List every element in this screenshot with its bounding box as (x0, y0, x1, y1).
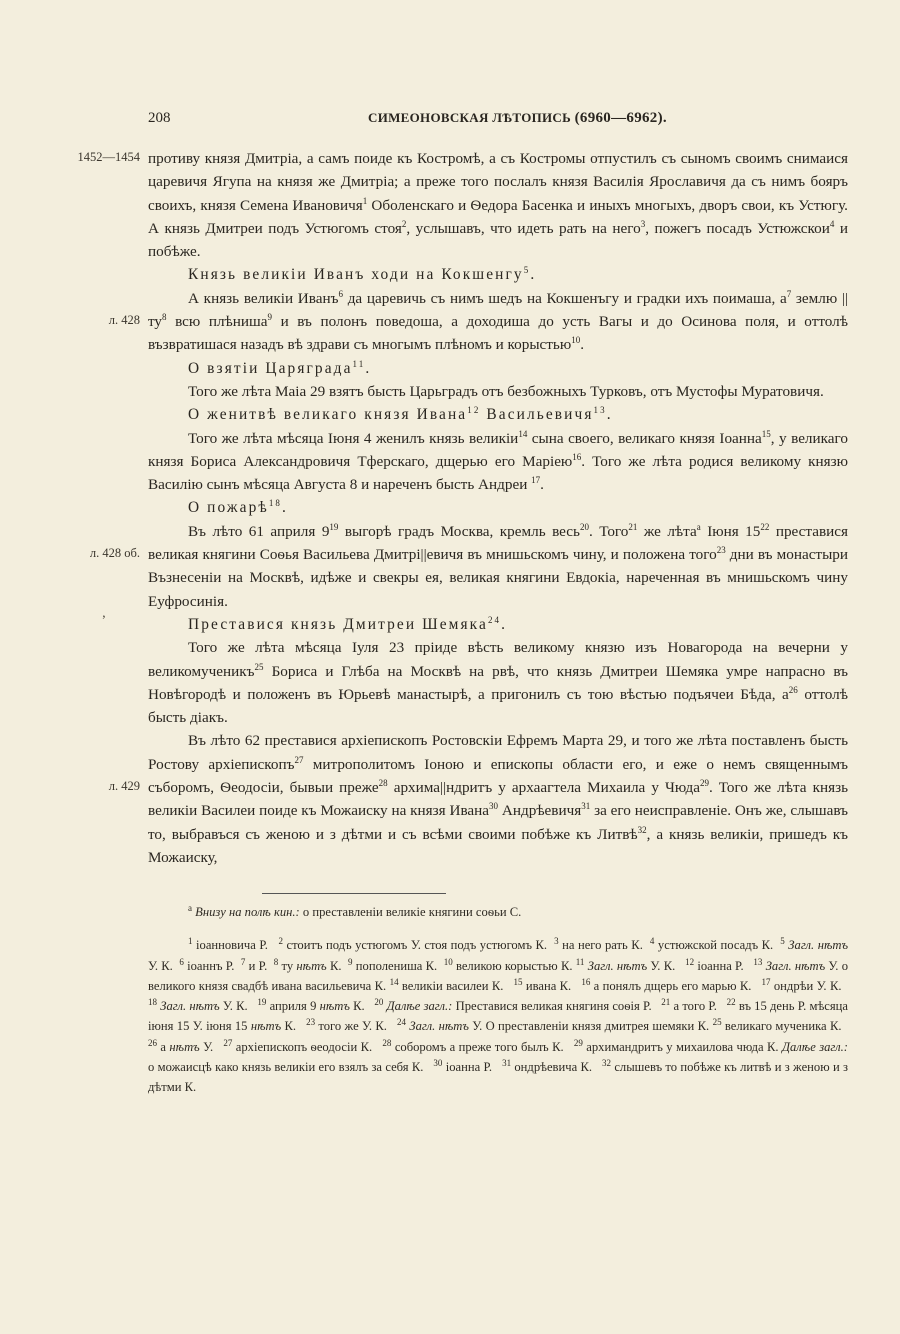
paragraph-7: л. 429 Въ лѣто 62 преставися архіепископъ Ростовскіи Ефремъ Марта 29, и того же лѣта поставленъ бысть Ростову архіепископъ$^{27}$ митрополитомъ Іоною и епископы области его, и еже о немъ священнымъ съборомъ, Ѳеодосіи, бывыи преже$^{28}$ архима||ндритъ у архаагтела Михаила у Чюда$^{29}$. Того же лѣта князь великіи Василеи поиде къ Можаиску на князя Ивана$^{30}$ Андрѣевичя$^{31}$ за его неисправленіе. Онъ же, слышавъ то, выбравъся съ женою и з дѣтми и съ всѣми своими побѣже къ Литвѣ$^{32}$, а князь великіи, пришедъ къ Можаиску, (108, 732, 849, 866)
running-title (368, 110, 667, 127)
heading-text: О женитвѣ великаго князя Ивана (188, 406, 468, 424)
footnote-mark: а (188, 902, 192, 913)
fn: Далѣе загл.: (386, 999, 453, 1014)
running-title-text: СИМЕОНОВСКАЯ ЛѢТОПИСЬ (368, 110, 572, 125)
heading-constantinople: О взятіи Царяграда$^{11}$. (188, 358, 372, 377)
footnote-text: о преставленіи великіе княгини соѳьи С. (299, 905, 522, 919)
fn: Преставися великая княгиня соѳія Р. (452, 999, 652, 1014)
paragraph-2: л. 428 А князь великіи Иванъ$^6$ да царевичь съ нимъ шедъ на Кокшенъгу и градки ихъ поимаша, $а^7$ землю || $ту^8$ всю плѣниша$^9$ и въ полонъ поведоша, а доходиша до усть Вагы и до Осинова поля, и оттолѣ възвратишася назадъ вѣ здрави съ многымъ плѣномъ и корыстью$^{10}$. (108, 288, 848, 354)
margin-leaf-429: л. 429 (108, 779, 140, 794)
margin-leaf-428-verso: л. 428 об. (89, 545, 140, 560)
fn: великіи василеи К. (398, 978, 504, 993)
text-run: Въ лѣто 62 преставися архіепископъ Ростовскіи Ефремъ Марта 29, и того же лѣта поставленъ бысть Ростову архіепископъ (148, 732, 848, 773)
fn: Загл. нѣтъ (409, 1019, 469, 1034)
fn: архимандритъ у михаилова чюда К. (582, 1039, 782, 1054)
fn: априля 9 (266, 999, 320, 1014)
margin-leaf-428: л. 428 (108, 312, 140, 327)
fn: и Р. (245, 958, 268, 973)
fn: іоанновича Р. (192, 938, 268, 953)
fn: У. К. (148, 958, 173, 973)
fn: ондрѣи У. К. (770, 978, 842, 993)
text-run: противу князя Дмитріа, а самъ поиде къ Костромѣ, а съ Костромы отпустилъ съ сыномъ своимъ снимаися царевичя Ягупа на князя же Дмитріа; а преже того послалъ князя Василія Ярославичя да съ нимъ бояръ своихъ, князя Семена Ивановичя (148, 150, 848, 214)
fn: стоитъ подъ устюгомъ У. стоя подъ устюгомъ К. (282, 938, 548, 953)
fn: У. (199, 1039, 214, 1054)
text-run: , услышавъ, что идеть рать на него (406, 219, 641, 237)
text-run: . Того (588, 522, 629, 540)
text-run: оттолѣ бысть діакъ. (148, 685, 849, 727)
fn: а (157, 1039, 170, 1054)
margin-mark: ’ (101, 612, 108, 627)
paragraph-5: л. 428 об. Въ лѣто 61 априля $9^{19}$ выгорѣ градъ Москва, кремль весь$^{20}$. Того$^{21}$ же лѣта$^а$ Іюня $15^{22}$ преставися великая княгини Соѳья Васильева Дмитрі||евичя въ мнишьскомъ чину, и положена того$^{23}$ дни въ монастыри Възнесеніи на Москвѣ, идѣже и свекры ея, великая княгини Евдокіа, нареченная въ мнишьскомъ чину Еуфросинія. (148, 520, 848, 613)
fn: нѣтъ (250, 1019, 282, 1034)
text-run: , у великаго князя Бориса Александровичя Тферскаго, дщерью его Маріею (148, 429, 848, 470)
text-run: сына своего, великаго князя Іоанна (527, 429, 762, 447)
text-run: Въ лѣто 61 априля 9 (188, 522, 330, 540)
fn: на него рать К. (558, 938, 643, 953)
text-run: и въ полонъ поведоша, а доходиша до усть Вагы и до Осинова поля, и оттолѣ възвратишася назадъ вѣ здрави съ многымъ плѣномъ и корыстью (148, 313, 848, 354)
heading-text: Князь великіи Иванъ ходи на Кокшенгу (188, 266, 524, 284)
text-run: всю плѣниша (166, 313, 268, 331)
fn: ондрѣевича К. (511, 1060, 593, 1075)
fn: Загл. нѣтъ (765, 958, 826, 973)
footnote-mark-a: а (696, 521, 701, 532)
fn: устюжской посадъ К. (654, 938, 774, 953)
fn: Загл. нѣтъ (160, 999, 220, 1014)
text-run: Того же лѣта мѣсяца Іюня 4 женилъ князь великіи (188, 429, 519, 447)
text-run: , а князь великіи, пришедъ къ Можаиску, (148, 825, 848, 866)
footnote-letter-a (148, 902, 848, 922)
text-run: митрополитомъ Іоною и епископы области его, и еже о немъ священнымъ съборомъ, Ѳеодосіи, бывыи преже (148, 755, 848, 797)
heading-kokshenga: Князь великіи Иванъ ходи на Кокшенгу$^5$. (188, 265, 537, 284)
fn: У. К. (219, 999, 248, 1014)
heading-text: О взятіи Царяграда (188, 359, 353, 377)
text-run: архима||ндритъ у архаагтела Михаила у Чюда (387, 779, 700, 797)
paragraph-3: Того же лѣта Маіа 29 взятъ бысть Царьградъ отъ безбожныхъ Турковъ, отъ Мустофы Муратовичя. (188, 382, 824, 400)
paragraph-6: Того же лѣта мѣсяца Іуля 23 пріиде вѣсть великому князю изъ Новагорода на вечерни у великомученикъ$^{25}$ Бориса и Глѣба на Москвѣ на рвѣ, что князь Дмитреи Шемяка умре напрасно въ Новѣгородѣ и положенъ въ Юрьевѣ манастырѣ, а пригонилъ съ тою вѣстью подъячеи Бѣда, $а^{26}$ оттолѣ бысть діакъ. (148, 639, 849, 727)
text-run: выгорѣ градъ Москва, кремль весь (338, 522, 580, 540)
text-run: Того же лѣта мѣсяца Іуля 23 пріиде вѣсть великому князю изъ Новагорода на вечерни у великомученикъ (148, 639, 848, 680)
text-run: Оболенскаго и Ѳедора Басенка и иныхъ многыхъ, дворъ свои, къ Устюгу. А князь Дмитреи подъ Устюгомъ стоя (148, 196, 848, 237)
fn: того же У. К. (315, 1019, 387, 1034)
paragraph-1: 1452—1454 противу князя Дмитріа, а самъ поиде къ Костромѣ, а съ Костромы отпустилъ съ сыномъ своимъ снимаися царевичя Ягупа на князя же Дмитріа; а преже того послалъ князя Василія Ярославичя да съ нимъ бояръ своихъ, князя Семена Ивановичя$^1$ Оболенскаго и Ѳедора Басенка и иныхъ многыхъ, дворъ свои, къ Устюгу. А князь Дмитреи подъ Устюгомъ стоя$^2$, услышавъ, что идеть рать на него$^3$, пожегъ посадъ Устюжскои$^4$ и побѣже. (148, 147, 848, 263)
fn: К. (326, 958, 342, 973)
fn: нѣтъ (319, 999, 350, 1014)
text-run: А князь великіи Иванъ (188, 289, 339, 307)
text-run: дни въ монастыри Възнесеніи на Москвѣ, идѣже и свекры ея, великая княгини Евдокіа, нареченная въ мнишьскомъ чину Еуфросинія. (148, 546, 848, 610)
text-run: Андрѣевичя (498, 802, 582, 820)
text-run: Іюня 15 (700, 522, 761, 540)
heading-marriage: О женитвѣ великаго князя Ивана$^{12}$ Васильевичя$^{13}$. (188, 405, 613, 424)
fn: ту (278, 958, 297, 973)
heading-text: О пожарѣ (188, 499, 269, 517)
paragraph-4: Того же лѣта мѣсяца Іюня 4 женилъ князь великіи$^{14}$ сына своего, великаго князя Іоанна$^{15}$, у великаго князя Бориса Александровичя Тферскаго, дщерью его Маріею$^{16}$. Того же лѣта родися великому князю Василію сынъ мѣсяца Августа 8 и нареченъ бысть Андреи $^{17}$. (148, 428, 848, 494)
fn: У. К. (647, 958, 676, 973)
fn: У. О преставленіи князя дмитрея шемяки К. (468, 1019, 710, 1034)
fn: въ 15 день Р. мѣсяца іюня 15 У. іюня 15 (148, 999, 849, 1034)
text-run: за его неисправленіе. Онъ же, слышавъ то, выбравъся съ женою и з дѣтми и съ всѣми своими побѣже къ Литвѣ (148, 802, 849, 843)
text-run: же лѣта (637, 522, 697, 540)
heading-shemyaka: ’ Преставися князь Дмитреи Шемяка$^{24}$. (148, 613, 848, 636)
text-run: . Того же лѣта родися великому князю Василію сынъ мѣсяца Августа 8 и нареченъ бысть Андреи (148, 452, 848, 494)
fn: К. (349, 999, 365, 1014)
text-run: , пожегъ посадъ Устюжскои (645, 219, 830, 237)
page-number: 208 (148, 110, 171, 126)
text-run: землю || ту (148, 289, 848, 331)
text-run: и побѣже. (148, 219, 848, 261)
fn: соборомъ а преже того былъ К. (391, 1039, 564, 1054)
fn: ивана К. (522, 978, 572, 993)
fn: нѣтъ (296, 958, 327, 973)
fn: пополениша К. (352, 958, 438, 973)
fn: Загл. нѣтъ (788, 938, 849, 953)
fn: іоанна Р. (694, 958, 744, 973)
fn: а того Р. (670, 999, 717, 1014)
fn: іоаннъ Р. (183, 958, 235, 973)
text-run: Бориса и Глѣба на Москвѣ на рвѣ, что князь Дмитреи Шемяка умре напрасно въ Новѣгородѣ и положенъ въ Юрьевѣ манастырѣ, а пригонилъ съ тою вѣстью подъячеи Бѣда, а (148, 662, 848, 703)
main-text (77, 147, 849, 869)
fn: великаго мученика К. (721, 1019, 842, 1034)
footnote-label: Внизу на полѣ кин.: (195, 905, 300, 919)
running-title-years: (6960—6962). (574, 110, 667, 126)
heading-fire: О пожарѣ$^{18}$. (188, 498, 288, 517)
fn: Загл. нѣтъ (587, 958, 648, 973)
heading-text: Преставися князь Дмитреи Шемяка (188, 615, 488, 633)
fn: К. (281, 1019, 297, 1034)
text-run: да царевичь съ нимъ шедъ на Кокшенъгу и градки ихъ поимаша, а (342, 289, 787, 307)
fn: о можаисцѣ како князь великіи его взялъ за себя К. (148, 1060, 424, 1075)
fn: а понялъ дщерь его марью К. (590, 978, 752, 993)
margin-years: 1452—1454 (77, 150, 140, 164)
text-run: преставися великая княгини Соѳья Васильева Дмитрі||евичя въ мнишьскомъ чину, и положена того (148, 522, 848, 564)
footnote-divider (262, 893, 446, 894)
fn: слышевъ то побѣже къ литвѣ и з женою и з дѣтми К. (148, 1060, 848, 1095)
heading-text: Васильевичя (480, 406, 594, 424)
footnote-numbered: $^1$ іоанновича Р. $^2$ стоитъ подъ устюгомъ У. стоя подъ устюгомъ К. $^3$ на него рать К. $^4$ устюжской посадъ К. $^5$ Загл. нѣтъ У. К. $^6$ іоаннъ Р. $^7$ и Р. $^8$ ту нѣтъ К. $^9$ пополениша К. $^{10}$ великою корыстью К. $^{11}$ Загл. нѣтъ У. К. $^{12}$ іоанна Р. $^{13}$ Загл. нѣтъ У. о великого князя свадбѣ ивана васильевича К. $^{14}$ великіи василеи К. $^{15}$ ивана К. $^{16}$ а понялъ дщерь его марью К. $^{17}$ ондрѣи У. К. $^{18}$ Загл. нѣтъ У. К. $^{19}$ априля 9 нѣтъ К. $^{20}$ Далѣе загл.: Преставися великая княгиня соѳія Р. $^{21}$ а того Р. $^{22}$ въ 15 день Р. мѣсяца іюня 15 У. іюня 15 нѣтъ К. $^{23}$ того же У. К. $^{24}$ Загл. нѣтъ У. О преставленіи князя дмитрея шемяки К. $^{25}$ великаго мученика К. $^{26}$ а нѣтъ У. $^{27}$ архіепископъ ѳеодосіи К. $^{28}$ соборомъ а преже того былъ К. $^{29}$ архимандритъ у михаилова чюда К. Далѣе загл.: о можаисцѣ како князь великіи его взялъ за себя К. $^{30}$ іоанна Р. $^{31}$ ондрѣевича К. $^{32}$ слышевъ то побѣже къ литвѣ и з женою и з дѣтми К. (148, 936, 849, 1095)
fn: нѣтъ (169, 1039, 200, 1054)
footnotes (148, 902, 848, 1098)
fn: У. о великого князя свадбѣ ивана васильевича К. (148, 958, 848, 993)
text-run: . Того же лѣта князь великіи Василеи поиде къ Можаиску на князя Ивана (148, 779, 848, 820)
fn: іоанна Р. (442, 1060, 493, 1075)
fn: архіепископъ ѳеодосіи К. (232, 1039, 373, 1054)
fn: великою корыстью К. (452, 958, 573, 973)
fn: Далѣе загл.: (782, 1039, 848, 1054)
